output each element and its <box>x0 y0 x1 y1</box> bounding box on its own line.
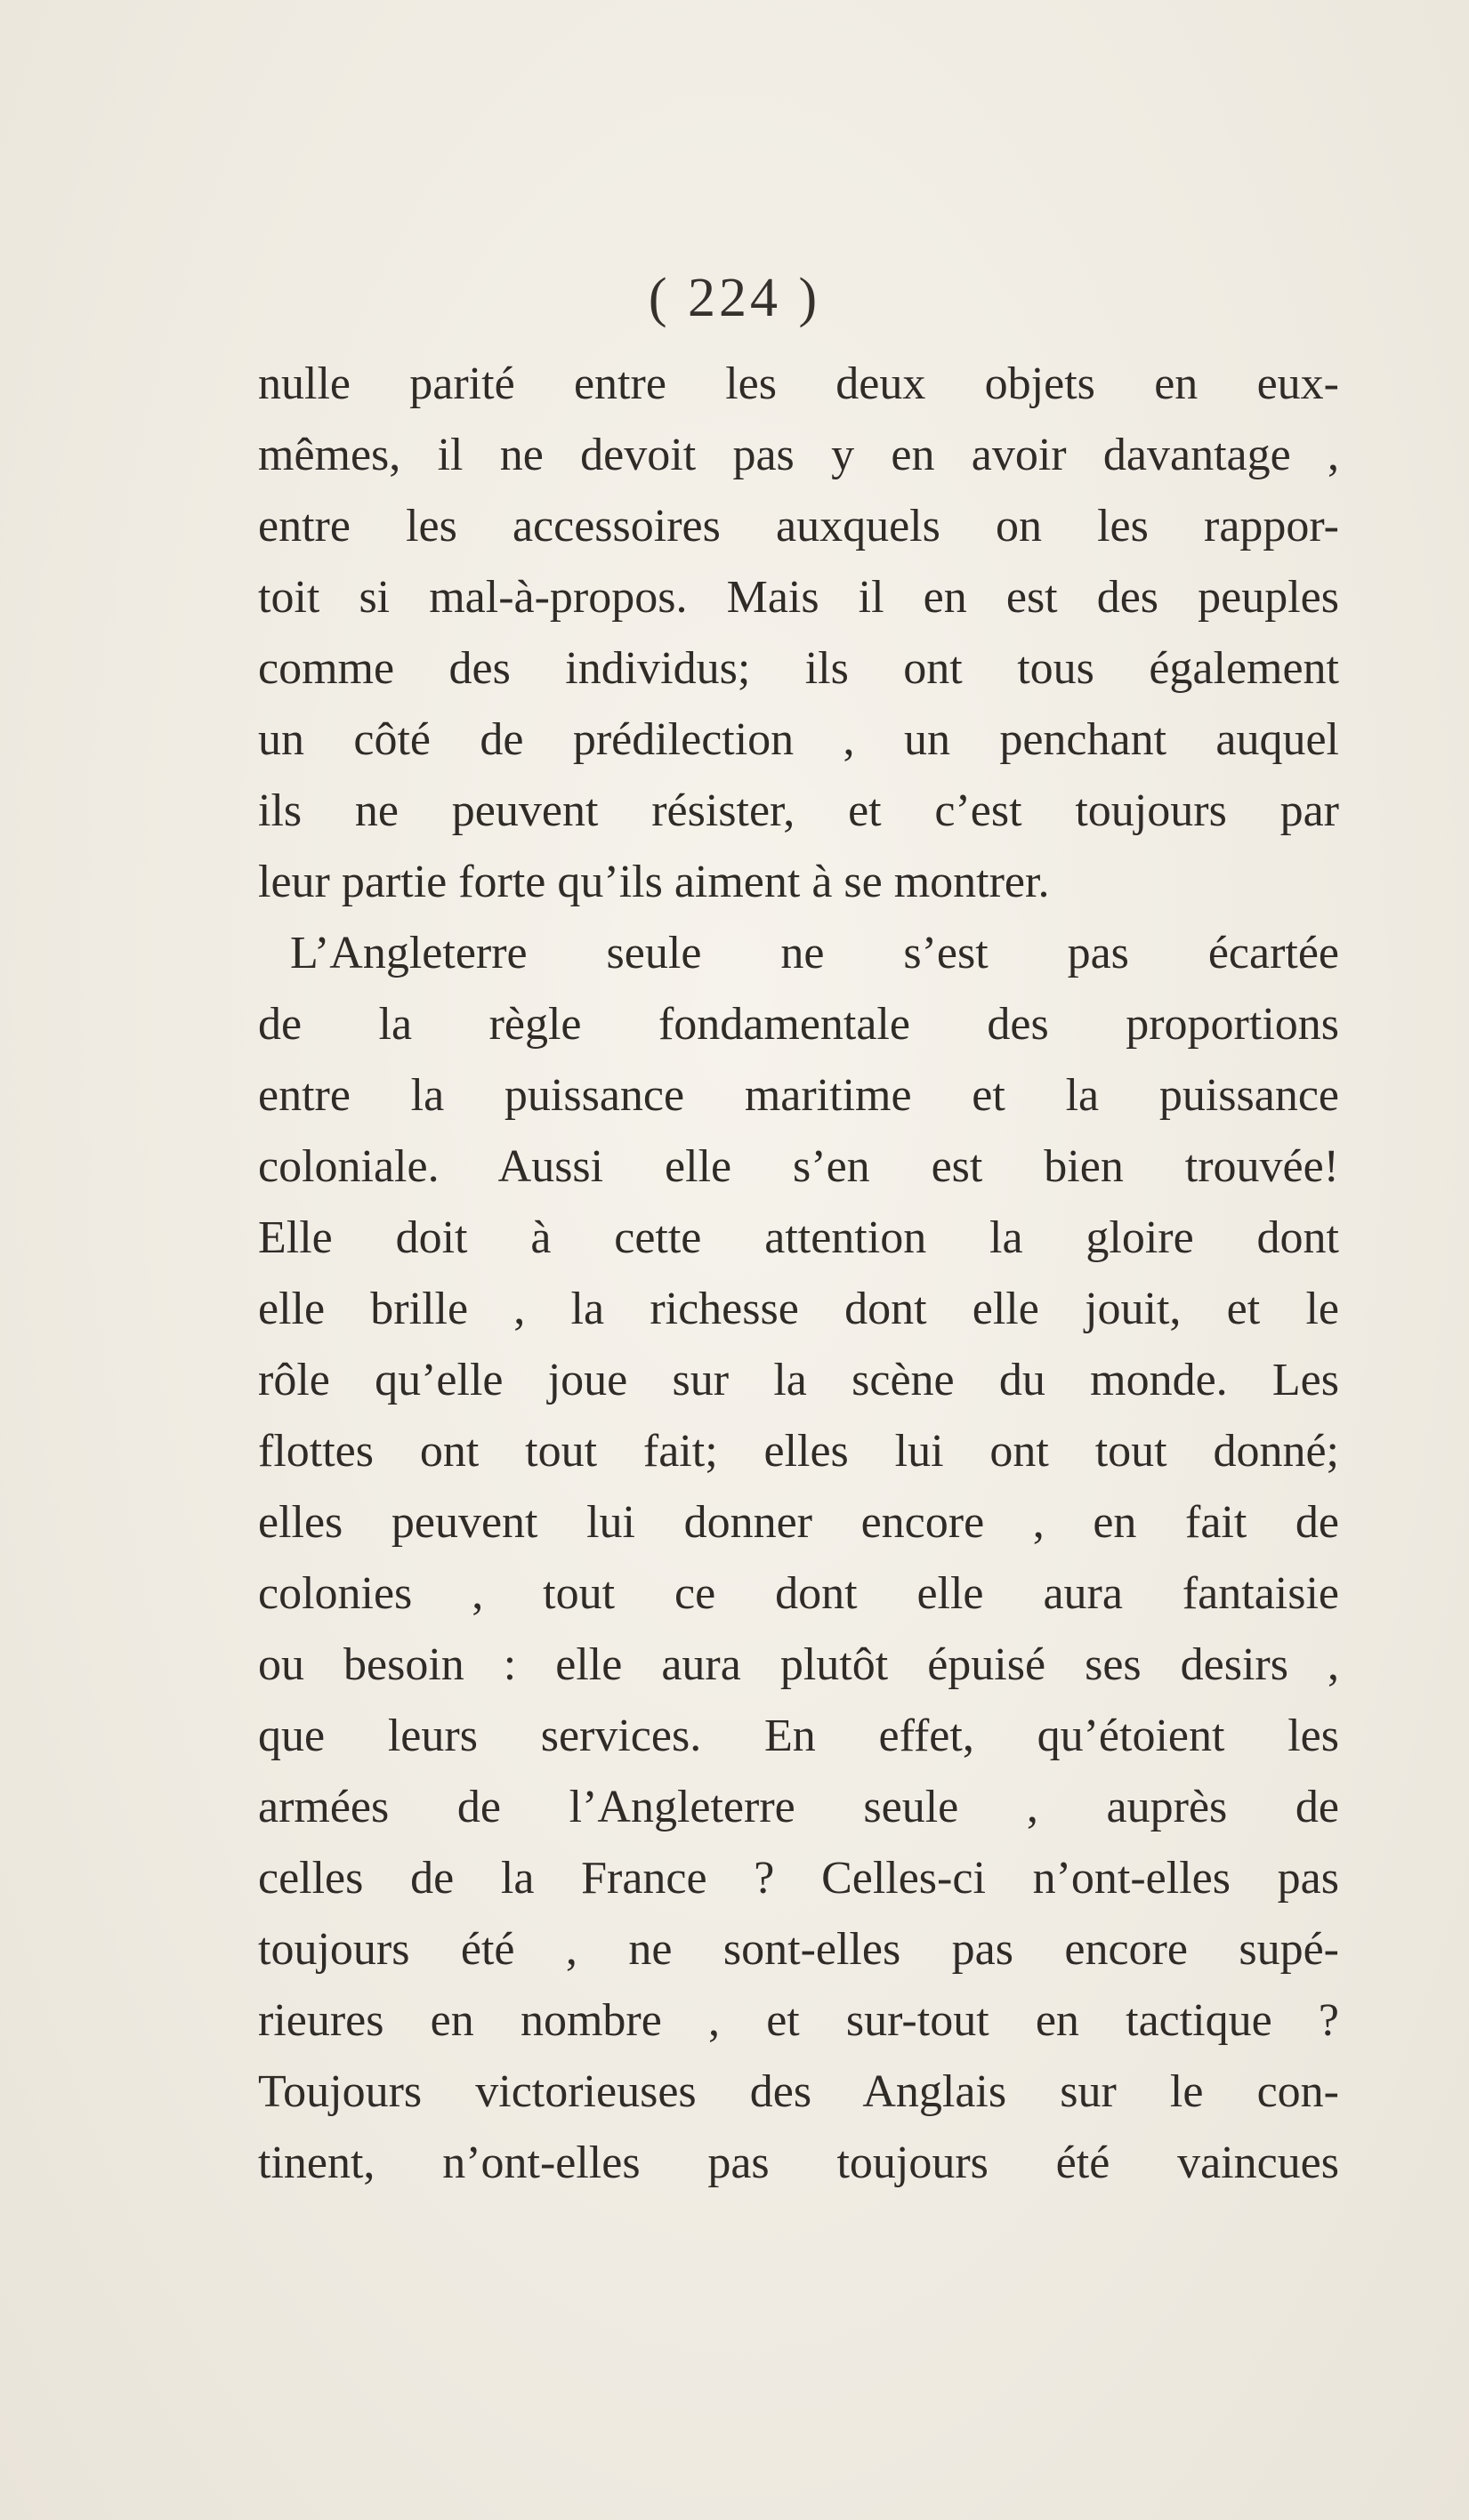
text-line: flottes ont tout fait; elles lui ont tout donné; <box>258 1426 1339 1477</box>
text-line: mêmes, il ne devoit pas y en avoir davantage , <box>258 430 1339 480</box>
text-line: nulle parité entre les deux objets en eux- <box>258 358 1339 409</box>
text-line: toit si mal-à-propos. Mais il en est des peuples <box>258 572 1339 623</box>
text-line: colonies , tout ce dont elle aura fantaisie <box>258 1568 1339 1619</box>
text-line: coloniale. Aussi elle s’en est bien trouvée! <box>258 1141 1339 1192</box>
text-line: ou besoin : elle aura plutôt épuisé ses desirs , <box>258 1639 1339 1690</box>
text-line: tinent, n’ont-elles pas toujours été vaincues <box>258 2138 1339 2188</box>
text-line: rôle qu’elle joue sur la scène du monde. Les <box>258 1355 1339 1405</box>
paragraph-start-line: L’Angleterre seule ne s’est pas écartée <box>290 928 1339 978</box>
body-text <box>258 349 1339 2199</box>
text-line: Elle doit à cette attention la gloire dont <box>258 1212 1339 1263</box>
text-line: toujours été , ne sont-elles pas encore supé- <box>258 1924 1339 1975</box>
text-line: entre les accessoires auxquels on les rappor- <box>258 501 1339 552</box>
page-number: ( 224 ) <box>648 268 821 328</box>
text-line: un côté de prédilection , un penchant auquel <box>258 714 1339 765</box>
text-line: de la règle fondamentale des proportions <box>258 999 1339 1050</box>
text-line: Toujours victorieuses des Anglais sur le con- <box>258 2066 1339 2117</box>
text-line: que leurs services. En effet, qu’étoient les <box>258 1711 1339 1761</box>
text-line: entre la puissance maritime et la puissance <box>258 1070 1339 1121</box>
text-line: comme des individus; ils ont tous également <box>258 643 1339 694</box>
text-line: elle brille , la richesse dont elle jouit, et le <box>258 1284 1339 1334</box>
text-line: celles de la France ? Celles-ci n’ont-elles pas <box>258 1853 1339 1904</box>
text-line: rieures en nombre , et sur-tout en tactique ? <box>258 1995 1339 2046</box>
text-line: armées de l’Angleterre seule , auprès de <box>258 1782 1339 1832</box>
text-line: elles peuvent lui donner encore , en fait de <box>258 1497 1339 1548</box>
text-line: ils ne peuvent résister, et c’est toujours par <box>258 785 1339 836</box>
text-line: leur partie forte qu’ils aiment à se montrer. <box>258 857 1050 907</box>
